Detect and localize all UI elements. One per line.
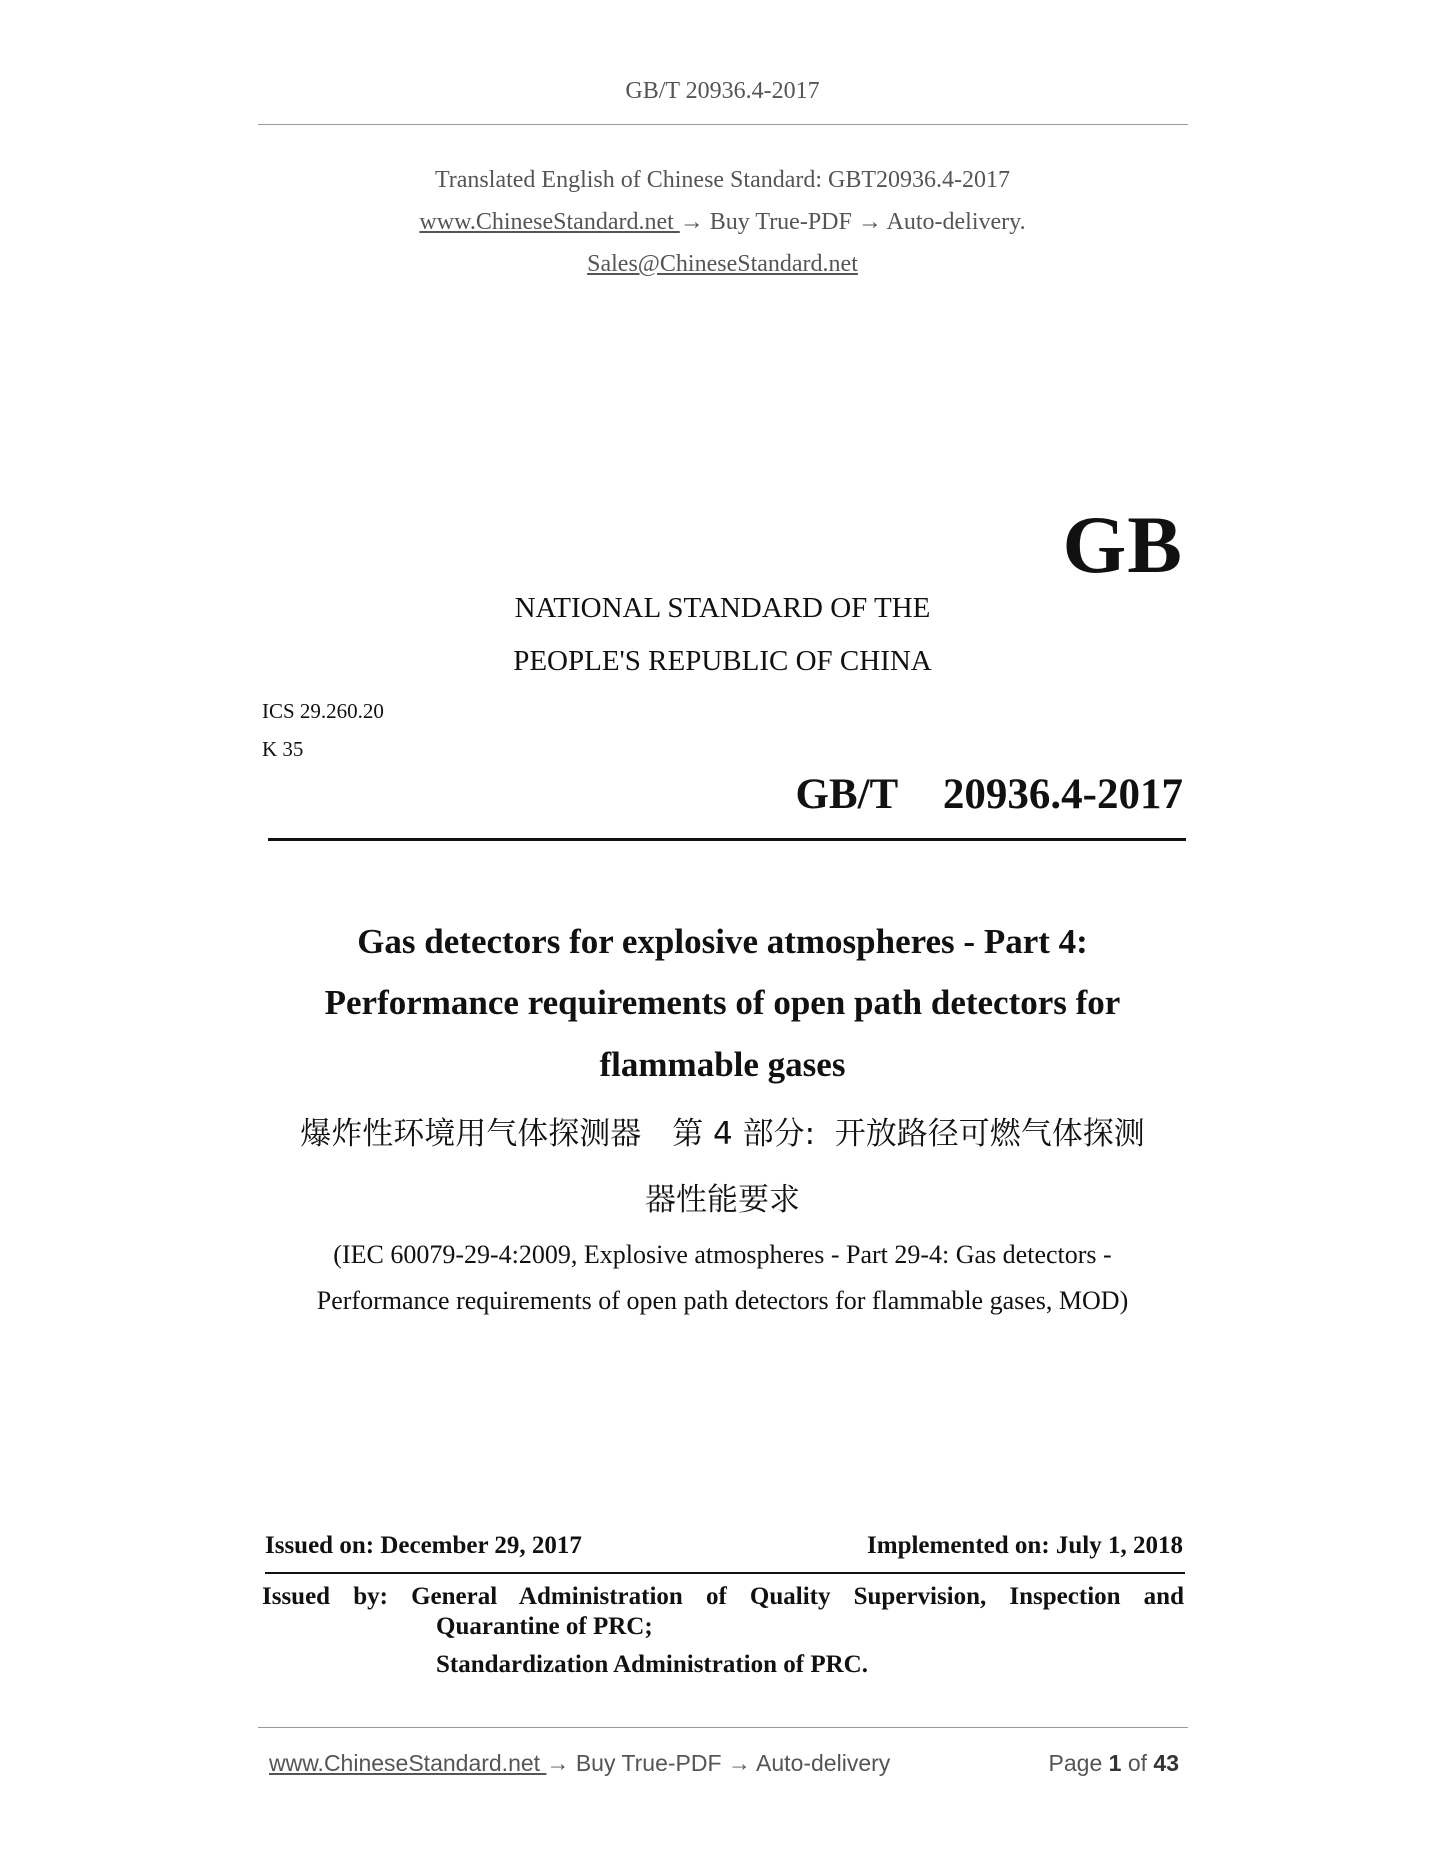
english-title-line1: Gas detectors for explosive atmospheres - Part 4: [357,922,1088,961]
footer-website-link[interactable]: www.ChineseStandard.net [269,1750,547,1776]
implemented-on-date: Implemented on: July 1, 2018 [867,1532,1183,1559]
footer-divider [258,1727,1188,1728]
issuer-line3: Standardization Administration of PRC. [436,1651,868,1678]
header-divider [258,124,1188,125]
email-line [0,251,1445,278]
website-link[interactable]: www.ChineseStandard.net [419,209,680,235]
purchase-line [0,209,1445,236]
page-label: Page [1048,1750,1103,1776]
translation-notice: Translated English of Chinese Standard: GBT20936.4-2017 [434,167,1011,193]
ccs-code: K 35 [262,737,304,761]
page-of-label: of [1127,1750,1148,1776]
footer-purchase-text: → Buy True-PDF → Auto-delivery [546,1750,891,1776]
page-total: 43 [1153,1750,1179,1776]
purchase-text: → Buy True-PDF → Auto-delivery. [679,209,1026,235]
title-divider [268,838,1186,841]
chinese-title-line1: 爆炸性环境用气体探测器 第 4 部分: 开放路径可燃气体探测 [300,1116,1145,1152]
page-indicator [1049,1750,1179,1777]
ics-code: ICS 29.260.20 [262,699,384,723]
standard-number: GB/T 20936.4-2017 [795,771,1183,818]
issuer-line1: Issued by: General Administration of Quality Supervision, Inspection and [262,1583,1184,1610]
gb-mark: GB [1062,499,1183,590]
issued-on-date: Issued on: December 29, 2017 [265,1532,582,1559]
running-header: GB/T 20936.4-2017 [625,78,820,104]
iec-reference-line1: (IEC 60079-29-4:2009, Explosive atmospheres - Part 29-4: Gas detectors - [333,1240,1112,1269]
iec-reference-line2: Performance requirements of open path detectors for flammable gases, MOD) [316,1286,1129,1315]
national-standard-line1: NATIONAL STANDARD OF THE [514,592,931,624]
english-title-line2: Performance requirements of open path detectors for [324,983,1121,1022]
issuer-line2: Quarantine of PRC; [436,1613,653,1640]
footer-purchase-line [269,1750,890,1777]
national-standard-line2: PEOPLE'S REPUBLIC OF CHINA [513,645,932,677]
sales-email-link[interactable]: Sales@ChineseStandard.net [587,251,858,277]
chinese-title-line2: 器性能要求 [645,1182,800,1218]
dates-divider [265,1572,1185,1574]
page-current: 1 [1108,1750,1122,1776]
english-title-line3: flammable gases [599,1045,846,1084]
